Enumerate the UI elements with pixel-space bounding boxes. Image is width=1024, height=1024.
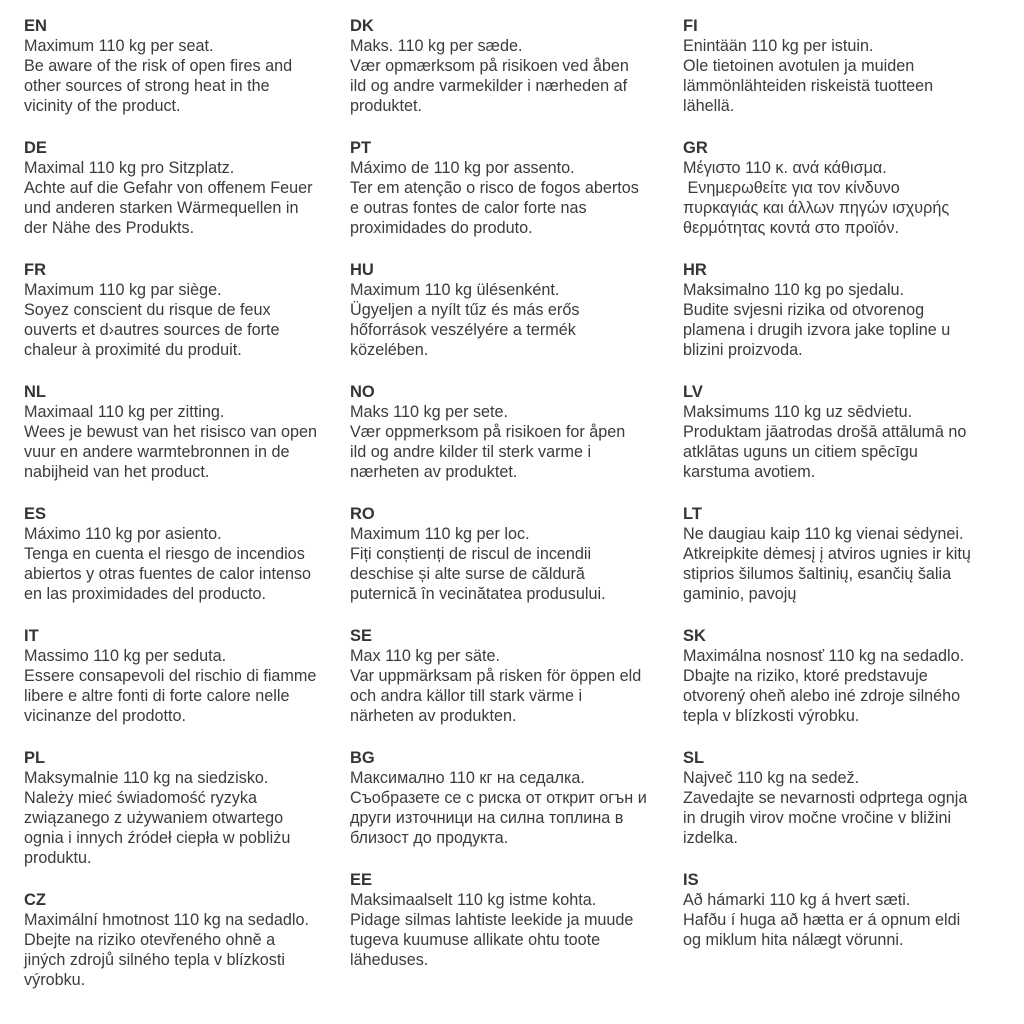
language-code-label: NL — [24, 383, 46, 401]
text-line: Budite svjesni rizika od otvorenog — [683, 301, 925, 319]
text-line: Ne daugiau kaip 110 kg vienai sėdynei. — [683, 525, 964, 543]
language-block-fr — [24, 260, 346, 360]
language-block-en — [24, 16, 346, 116]
text-line: Vær opmærksom på risikoen ved åben — [350, 57, 629, 75]
language-code-label: HU — [350, 261, 374, 279]
text-line: gaminio, pavojų — [683, 585, 797, 603]
language-block-ee — [350, 870, 672, 970]
text-line: Съобразете се с риска от открит огън и — [350, 789, 647, 807]
text-line: und anderen starken Wärmequellen in — [24, 199, 299, 217]
text-line: deschise și alte surse de căldură — [350, 565, 585, 583]
text-line: läheduses. — [350, 951, 429, 969]
text-line: Vær oppmerksom på risikoen for åpen — [350, 423, 626, 441]
language-code-label: CZ — [24, 891, 46, 909]
text-line: e outras fontes de calor forte nas — [350, 199, 587, 217]
language-code-label: IT — [24, 627, 39, 645]
language-code-label: HR — [683, 261, 707, 279]
language-block-sl — [683, 748, 1005, 848]
language-block-ro — [350, 504, 672, 604]
language-code-label: SK — [683, 627, 706, 645]
text-line: związanego z używaniem otwartego — [24, 809, 284, 827]
text-line: Maks 110 kg per sete. — [350, 403, 509, 421]
language-code-label: SL — [683, 749, 705, 767]
text-line: og miklum hita nálægt vörunni. — [683, 931, 904, 949]
text-line: nabijheid van het product. — [24, 463, 210, 481]
language-block-se — [350, 626, 672, 726]
text-line: lämmönlähteiden riskeistä tuotteen — [683, 77, 934, 95]
text-line: izdelka. — [683, 829, 738, 847]
text-line: Essere consapevoli del rischio di fiamme — [24, 667, 317, 685]
text-line: близост до продукта. — [350, 829, 509, 847]
text-line: in drugih virov močne vročine v bližini — [683, 809, 952, 827]
text-line: Ενημερωθείτε για τον κίνδυνο — [683, 179, 900, 197]
language-code-label: ES — [24, 505, 47, 523]
language-code-label: IS — [683, 871, 699, 889]
text-line: Μέγιστο 110 κ. ανά κάθισμα. — [683, 159, 887, 177]
text-line: Enintään 110 kg per istuin. — [683, 37, 874, 55]
text-line: Wees je bewust van het risisco van open — [24, 423, 318, 441]
text-line: produktu. — [24, 849, 92, 867]
language-block-lv — [683, 382, 1005, 482]
column-middle — [350, 16, 672, 992]
column-right — [683, 16, 1005, 972]
text-line: plamena i drugih izvora jake topline u — [683, 321, 951, 339]
language-code-label: EE — [350, 871, 373, 889]
text-line: közelében. — [350, 341, 429, 359]
text-line: Fiți conștienți de riscul de incendii — [350, 545, 592, 563]
text-line: други източници на силна топлина в — [350, 809, 624, 827]
text-line: Maks. 110 kg per sæde. — [350, 37, 523, 55]
language-block-pt — [350, 138, 672, 238]
text-line: stiprios šilumos šaltinių, esančių šalia — [683, 565, 952, 583]
text-line: jiných zdrojů silného tepla v blízkosti — [24, 951, 285, 969]
text-line: Tenga en cuenta el riesgo de incendios — [24, 545, 305, 563]
text-line: atklātas uguns un citiem spēcīgu — [683, 443, 918, 461]
language-block-it — [24, 626, 346, 726]
text-line: proximidades do produto. — [350, 219, 533, 237]
text-line: Hafðu í huga að hætta er á opnum eldi — [683, 911, 961, 929]
language-block-pl — [24, 748, 346, 868]
text-line: ild og andre kilder til sterk varme i — [350, 443, 592, 461]
language-block-de — [24, 138, 346, 238]
text-line: hőforrások veszélyére a termék — [350, 321, 576, 339]
text-line: Maximálna nosnosť 110 kg na sedadlo. — [683, 647, 965, 665]
language-block-dk — [350, 16, 672, 116]
text-line: chaleur à proximité du produit. — [24, 341, 242, 359]
text-line: Máximo de 110 kg por assento. — [350, 159, 575, 177]
text-line: närheten av produkten. — [350, 707, 517, 725]
text-line: tugeva kuumuse allikate ohtu toote — [350, 931, 601, 949]
text-line: πυρκαγιάς και άλλων πηγών ισχυρής — [683, 199, 950, 217]
text-line: Maximální hmotnost 110 kg na sedadlo. — [24, 911, 309, 929]
text-line: Produktam jāatrodas drošā attālumā no — [683, 423, 967, 441]
text-line: Največ 110 kg na sedež. — [683, 769, 860, 787]
text-line: libere e altre fonti di forte calore nelle — [24, 687, 290, 705]
text-line: Maximum 110 kg per seat. — [24, 37, 214, 55]
language-block-no — [350, 382, 672, 482]
text-line: Að hámarki 110 kg á hvert sæti. — [683, 891, 911, 909]
text-line: Atkreipkite dėmesį į atviros ugnies ir kitų — [683, 545, 971, 563]
text-line: och andra källor till stark värme i — [350, 687, 583, 705]
text-line: Var uppmärksam på risken för öppen eld — [350, 667, 642, 685]
text-line: Maximal 110 kg pro Sitzplatz. — [24, 159, 235, 177]
text-line: nærheten av produktet. — [350, 463, 518, 481]
language-block-hr — [683, 260, 1005, 360]
language-block-is — [683, 870, 1005, 950]
language-block-hu — [350, 260, 672, 360]
language-block-es — [24, 504, 346, 604]
text-line: Maksimalno 110 kg po sjedalu. — [683, 281, 905, 299]
text-line: otvorený oheň alebo iné zdroje silného — [683, 687, 961, 705]
text-line: Dbejte na riziko otevřeného ohně a — [24, 931, 276, 949]
column-left — [24, 16, 346, 1012]
language-code-label: DK — [350, 17, 374, 35]
text-line: vuur en andere warmtebronnen in de — [24, 443, 290, 461]
language-block-bg — [350, 748, 672, 848]
text-line: Soyez conscient du risque de feux — [24, 301, 271, 319]
language-code-label: LT — [683, 505, 702, 523]
language-code-label: SE — [350, 627, 373, 645]
language-code-label: NO — [350, 383, 375, 401]
language-code-label: FR — [24, 261, 46, 279]
text-line: Máximo 110 kg por asiento. — [24, 525, 222, 543]
text-line: ild og andre varmekilder i nærheden af — [350, 77, 628, 95]
language-block-lt — [683, 504, 1005, 604]
text-line: karstuma avotiem. — [683, 463, 816, 481]
text-line: Należy mieć świadomość ryzyka — [24, 789, 257, 807]
language-block-nl — [24, 382, 346, 482]
language-block-cz — [24, 890, 346, 990]
text-line: Max 110 kg per säte. — [350, 647, 500, 665]
text-line: produktet. — [350, 97, 422, 115]
text-line: lähellä. — [683, 97, 735, 115]
text-line: Maksimaalselt 110 kg istme kohta. — [350, 891, 597, 909]
text-line: vicinanze del prodotto. — [24, 707, 186, 725]
text-line: en las proximidades del producto. — [24, 585, 267, 603]
text-line: der Nähe des Produkts. — [24, 219, 195, 237]
text-line: tepla v blízkosti výrobku. — [683, 707, 860, 725]
text-line: výrobku. — [24, 971, 86, 989]
language-code-label: BG — [350, 749, 375, 767]
text-line: Ügyeljen a nyílt tűz és más erős — [350, 301, 580, 319]
text-line: Ole tietoinen avotulen ja muiden — [683, 57, 915, 75]
text-line: Achte auf die Gefahr von offenem Feuer — [24, 179, 313, 197]
text-line: Ter em atenção o risco de fogos abertos — [350, 179, 639, 197]
language-code-label: EN — [24, 17, 47, 35]
language-block-gr — [683, 138, 1005, 238]
text-line: vicinity of the product. — [24, 97, 181, 115]
text-line: ouverts et d›autres sources de forte — [24, 321, 280, 339]
language-code-label: RO — [350, 505, 375, 523]
language-code-label: FI — [683, 17, 698, 35]
text-line: Be aware of the risk of open fires and — [24, 57, 293, 75]
text-line: Maksimums 110 kg uz sēdvietu. — [683, 403, 913, 421]
text-line: Maximum 110 kg par siège. — [24, 281, 222, 299]
text-line: Maximum 110 kg per loc. — [350, 525, 530, 543]
text-line: Максимално 110 кг на седалка. — [350, 769, 585, 787]
text-line: Maximum 110 kg ülésenként. — [350, 281, 560, 299]
language-code-label: GR — [683, 139, 708, 157]
text-line: other sources of strong heat in the — [24, 77, 270, 95]
text-line: blizini proizvoda. — [683, 341, 803, 359]
language-code-label: DE — [24, 139, 47, 157]
language-code-label: PT — [350, 139, 372, 157]
text-line: abiertos y otras fuentes de calor intenso — [24, 565, 312, 583]
language-code-label: LV — [683, 383, 703, 401]
language-code-label: PL — [24, 749, 46, 767]
text-line: Maksymalnie 110 kg na siedzisko. — [24, 769, 269, 787]
text-line: Massimo 110 kg per seduta. — [24, 647, 227, 665]
text-line: ognia i innych źródeł ciepła w pobliżu — [24, 829, 291, 847]
text-line: Pidage silmas lahtiste leekide ja muude — [350, 911, 634, 929]
language-block-fi — [683, 16, 1005, 116]
language-block-sk — [683, 626, 1005, 726]
text-line: puternică în vecinătatea produsului. — [350, 585, 606, 603]
text-line: Dbajte na riziko, ktoré predstavuje — [683, 667, 928, 685]
text-line: Maximaal 110 kg per zitting. — [24, 403, 225, 421]
text-line: Zavedajte se nevarnosti odprtega ognja — [683, 789, 968, 807]
text-line: θερμότητας κοντά στο προϊόν. — [683, 219, 899, 237]
